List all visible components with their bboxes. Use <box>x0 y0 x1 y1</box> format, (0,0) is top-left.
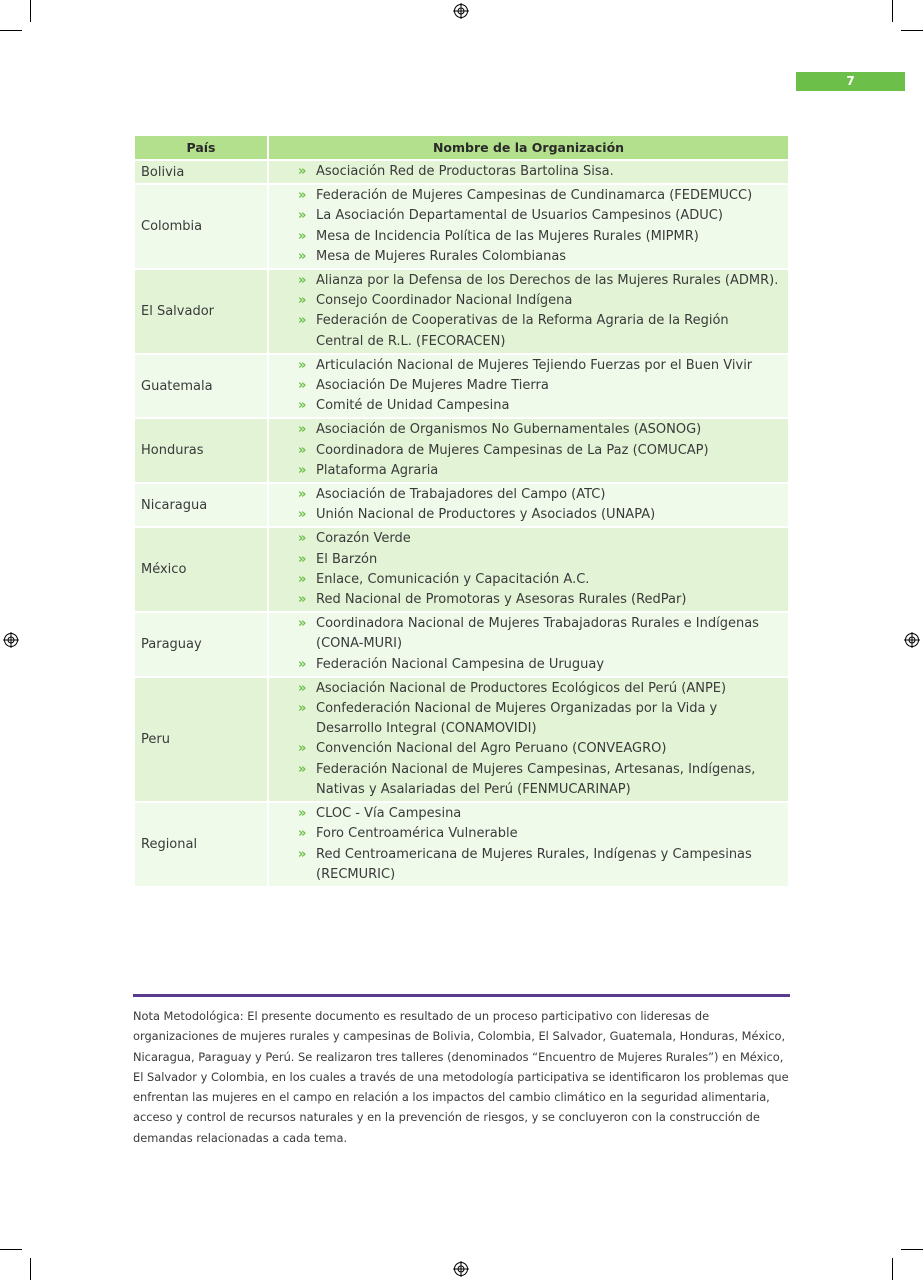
organization-name: Asociación de Organismos No Gubernamentales (ASONOG) <box>316 422 702 438</box>
list-item <box>298 227 779 247</box>
chevron-bullet-icon: » <box>298 531 307 547</box>
list-item <box>298 529 779 549</box>
table-row <box>134 160 789 184</box>
chevron-bullet-icon: » <box>298 273 307 289</box>
organization-name: Federación Nacional de Mujeres Campesinas, Artesanas, Indígenas, Nativas y Asalariadas del Perú (FENMUCARINAP) <box>316 761 756 797</box>
list-item <box>298 760 779 800</box>
organization-name: Enlace, Comunicación y Capacitación A.C. <box>316 571 590 587</box>
list-item <box>298 206 779 226</box>
organization-list <box>270 804 787 885</box>
organizations-cell <box>268 527 789 612</box>
chevron-bullet-icon: » <box>298 846 307 862</box>
table-row <box>134 184 789 269</box>
country-cell: Honduras <box>134 418 268 483</box>
chevron-bullet-icon: » <box>298 164 307 179</box>
list-item <box>298 505 779 525</box>
table-row <box>134 354 789 419</box>
chevron-bullet-icon: » <box>298 422 307 438</box>
table-row <box>134 527 789 612</box>
country-cell: Paraguay <box>134 612 268 677</box>
registration-mark-icon <box>3 632 19 648</box>
chevron-bullet-icon: » <box>298 551 307 567</box>
crop-mark <box>892 1258 893 1280</box>
methodological-note: Nota Metodológica: El presente documento es resultado de un proceso participativo con lideresas de organizaciones de mujeres rurales y campesinas de Bolivia, Colombia, El Salvador, Guatemala, Honduras, México, Nicaragua, Paraguay y Perú. Se realizaron tres talleres (denominados “Encuentro de Mujeres Rurales”) en México, El Salvador y Colombia, en los cuales a través de una metodología participativa se identificaron los problemas que enfrentan las mujeres en el campo en relación a los impactos del cambio climático en la seguridad alimentaria, acceso y control de recursos naturales y en la prevención de riesgos, y se concluyeron con la construcción de demandas relacionadas a cada tema. <box>133 1009 789 1145</box>
table-row <box>134 269 789 354</box>
country-cell: Regional <box>134 802 268 887</box>
table-row <box>134 677 789 802</box>
chevron-bullet-icon: » <box>298 741 307 757</box>
list-item <box>298 679 779 699</box>
organization-list <box>270 186 787 267</box>
chevron-bullet-icon: » <box>298 761 307 777</box>
organizations-table <box>133 134 790 888</box>
list-item <box>298 804 779 824</box>
organizations-cell <box>268 184 789 269</box>
list-item <box>298 356 779 376</box>
registration-mark-icon <box>453 3 469 19</box>
organization-list <box>270 356 787 417</box>
list-item <box>298 441 779 461</box>
organizations-cell <box>268 483 789 527</box>
chevron-bullet-icon: » <box>298 357 307 373</box>
registration-mark-icon <box>453 1261 469 1277</box>
table-row <box>134 802 789 887</box>
chevron-bullet-icon: » <box>298 806 307 822</box>
list-item <box>298 162 779 182</box>
list-item <box>298 461 779 481</box>
organization-name: Coordinadora de Mujeres Campesinas de La Paz (COMUCAP) <box>316 442 709 458</box>
organizations-cell <box>268 612 789 677</box>
organization-name: Comité de Unidad Campesina <box>316 398 510 414</box>
country-cell: Peru <box>134 677 268 802</box>
list-item <box>298 655 779 675</box>
registration-mark-icon <box>904 632 920 648</box>
organization-name: Alianza por la Defensa de los Derechos de las Mujeres Rurales (ADMR). <box>316 273 779 289</box>
organization-list <box>270 271 787 352</box>
table-header-row <box>134 135 789 160</box>
list-item <box>298 271 779 291</box>
crop-mark <box>0 1249 22 1250</box>
chevron-bullet-icon: » <box>298 208 307 224</box>
country-cell: Bolivia <box>134 160 268 184</box>
crop-mark <box>30 1258 31 1280</box>
chevron-bullet-icon: » <box>298 826 307 842</box>
organization-name: El Barzón <box>316 551 378 567</box>
chevron-bullet-icon: » <box>298 487 307 503</box>
organization-name: Unión Nacional de Productores y Asociados (UNAPA) <box>316 507 656 523</box>
table-row <box>134 418 789 483</box>
list-item <box>298 247 779 267</box>
country-cell: México <box>134 527 268 612</box>
organization-list <box>270 679 787 800</box>
table-body <box>134 160 789 887</box>
list-item <box>298 376 779 396</box>
list-item <box>298 699 779 739</box>
organization-list <box>270 614 787 675</box>
chevron-bullet-icon: » <box>298 462 307 478</box>
country-cell: Colombia <box>134 184 268 269</box>
organization-name: Federación de Mujeres Campesinas de Cundinamarca (FEDEMUCC) <box>316 188 753 204</box>
organizations-cell <box>268 269 789 354</box>
list-item <box>298 420 779 440</box>
crop-mark <box>901 1249 923 1250</box>
organizations-cell <box>268 160 789 184</box>
table-row <box>134 612 789 677</box>
chevron-bullet-icon: » <box>298 616 307 632</box>
list-item <box>298 845 779 885</box>
organization-list <box>270 420 787 481</box>
country-cell: Guatemala <box>134 354 268 419</box>
organizations-cell <box>268 418 789 483</box>
list-item <box>298 614 779 654</box>
header-country: País <box>134 135 268 160</box>
organization-name: Asociación Red de Productoras Bartolina Sisa. <box>316 164 614 179</box>
chevron-bullet-icon: » <box>298 188 307 204</box>
list-item <box>298 186 779 206</box>
country-cell: El Salvador <box>134 269 268 354</box>
crop-mark <box>0 30 22 31</box>
note-divider <box>133 994 790 997</box>
organization-list <box>270 485 787 525</box>
crop-mark <box>892 0 893 22</box>
organization-name: Plataforma Agraria <box>316 462 439 478</box>
chevron-bullet-icon: » <box>298 507 307 523</box>
organization-name: Confederación Nacional de Mujeres Organizadas por la Vida y Desarrollo Integral (CONAMOVIDI) <box>316 701 718 737</box>
organization-name: CLOC - Vía Campesina <box>316 806 462 822</box>
chevron-bullet-icon: » <box>298 378 307 394</box>
organization-name: Red Nacional de Promotoras y Asesoras Rurales (RedPar) <box>316 592 687 608</box>
list-item <box>298 824 779 844</box>
chevron-bullet-icon: » <box>298 248 307 264</box>
crop-mark <box>30 0 31 22</box>
organization-name: Mesa de Incidencia Política de las Mujeres Rurales (MIPMR) <box>316 228 699 244</box>
chevron-bullet-icon: » <box>298 571 307 587</box>
chevron-bullet-icon: » <box>298 313 307 329</box>
organization-name: Asociación Nacional de Productores Ecológicos del Perú (ANPE) <box>316 680 727 696</box>
page-number: 7 <box>796 72 905 91</box>
organization-name: Consejo Coordinador Nacional Indígena <box>316 293 573 309</box>
chevron-bullet-icon: » <box>298 442 307 458</box>
list-item <box>298 550 779 570</box>
organization-name: Convención Nacional del Agro Peruano (CONVEAGRO) <box>316 741 667 757</box>
organizations-cell <box>268 802 789 887</box>
organization-name: Coordinadora Nacional de Mujeres Trabajadoras Rurales e Indígenas (CONA-MURI) <box>316 616 759 652</box>
organization-name: Asociación de Trabajadores del Campo (ATC) <box>316 487 606 503</box>
organization-name: Federación de Cooperativas de la Reforma Agraria de la Región Central de R.L. (FECORACEN) <box>316 313 729 349</box>
chevron-bullet-icon: » <box>298 656 307 672</box>
list-item <box>298 485 779 505</box>
organizations-cell <box>268 354 789 419</box>
chevron-bullet-icon: » <box>298 398 307 414</box>
organization-name: Mesa de Mujeres Rurales Colombianas <box>316 248 567 264</box>
chevron-bullet-icon: » <box>298 228 307 244</box>
country-cell: Nicaragua <box>134 483 268 527</box>
organization-name: Articulación Nacional de Mujeres Tejiendo Fuerzas por el Buen Vivir <box>316 357 753 373</box>
chevron-bullet-icon: » <box>298 592 307 608</box>
list-item <box>298 570 779 590</box>
organizations-cell <box>268 677 789 802</box>
organization-name: La Asociación Departamental de Usuarios Campesinos (ADUC) <box>316 208 723 224</box>
header-organization: Nombre de la Organización <box>268 135 789 160</box>
list-item <box>298 311 779 351</box>
crop-mark <box>901 30 923 31</box>
organization-name: Foro Centroamérica Vulnerable <box>316 826 518 842</box>
list-item <box>298 291 779 311</box>
list-item <box>298 739 779 759</box>
chevron-bullet-icon: » <box>298 680 307 696</box>
organization-name: Red Centroamericana de Mujeres Rurales, Indígenas y Campesinas (RECMURIC) <box>316 846 752 882</box>
organization-list <box>270 162 787 182</box>
organization-name: Corazón Verde <box>316 531 411 547</box>
chevron-bullet-icon: » <box>298 293 307 309</box>
organization-name: Asociación De Mujeres Madre Tierra <box>316 378 549 394</box>
organization-list <box>270 529 787 610</box>
list-item <box>298 396 779 416</box>
list-item <box>298 590 779 610</box>
table-row <box>134 483 789 527</box>
chevron-bullet-icon: » <box>298 701 307 717</box>
organization-name: Federación Nacional Campesina de Uruguay <box>316 656 605 672</box>
